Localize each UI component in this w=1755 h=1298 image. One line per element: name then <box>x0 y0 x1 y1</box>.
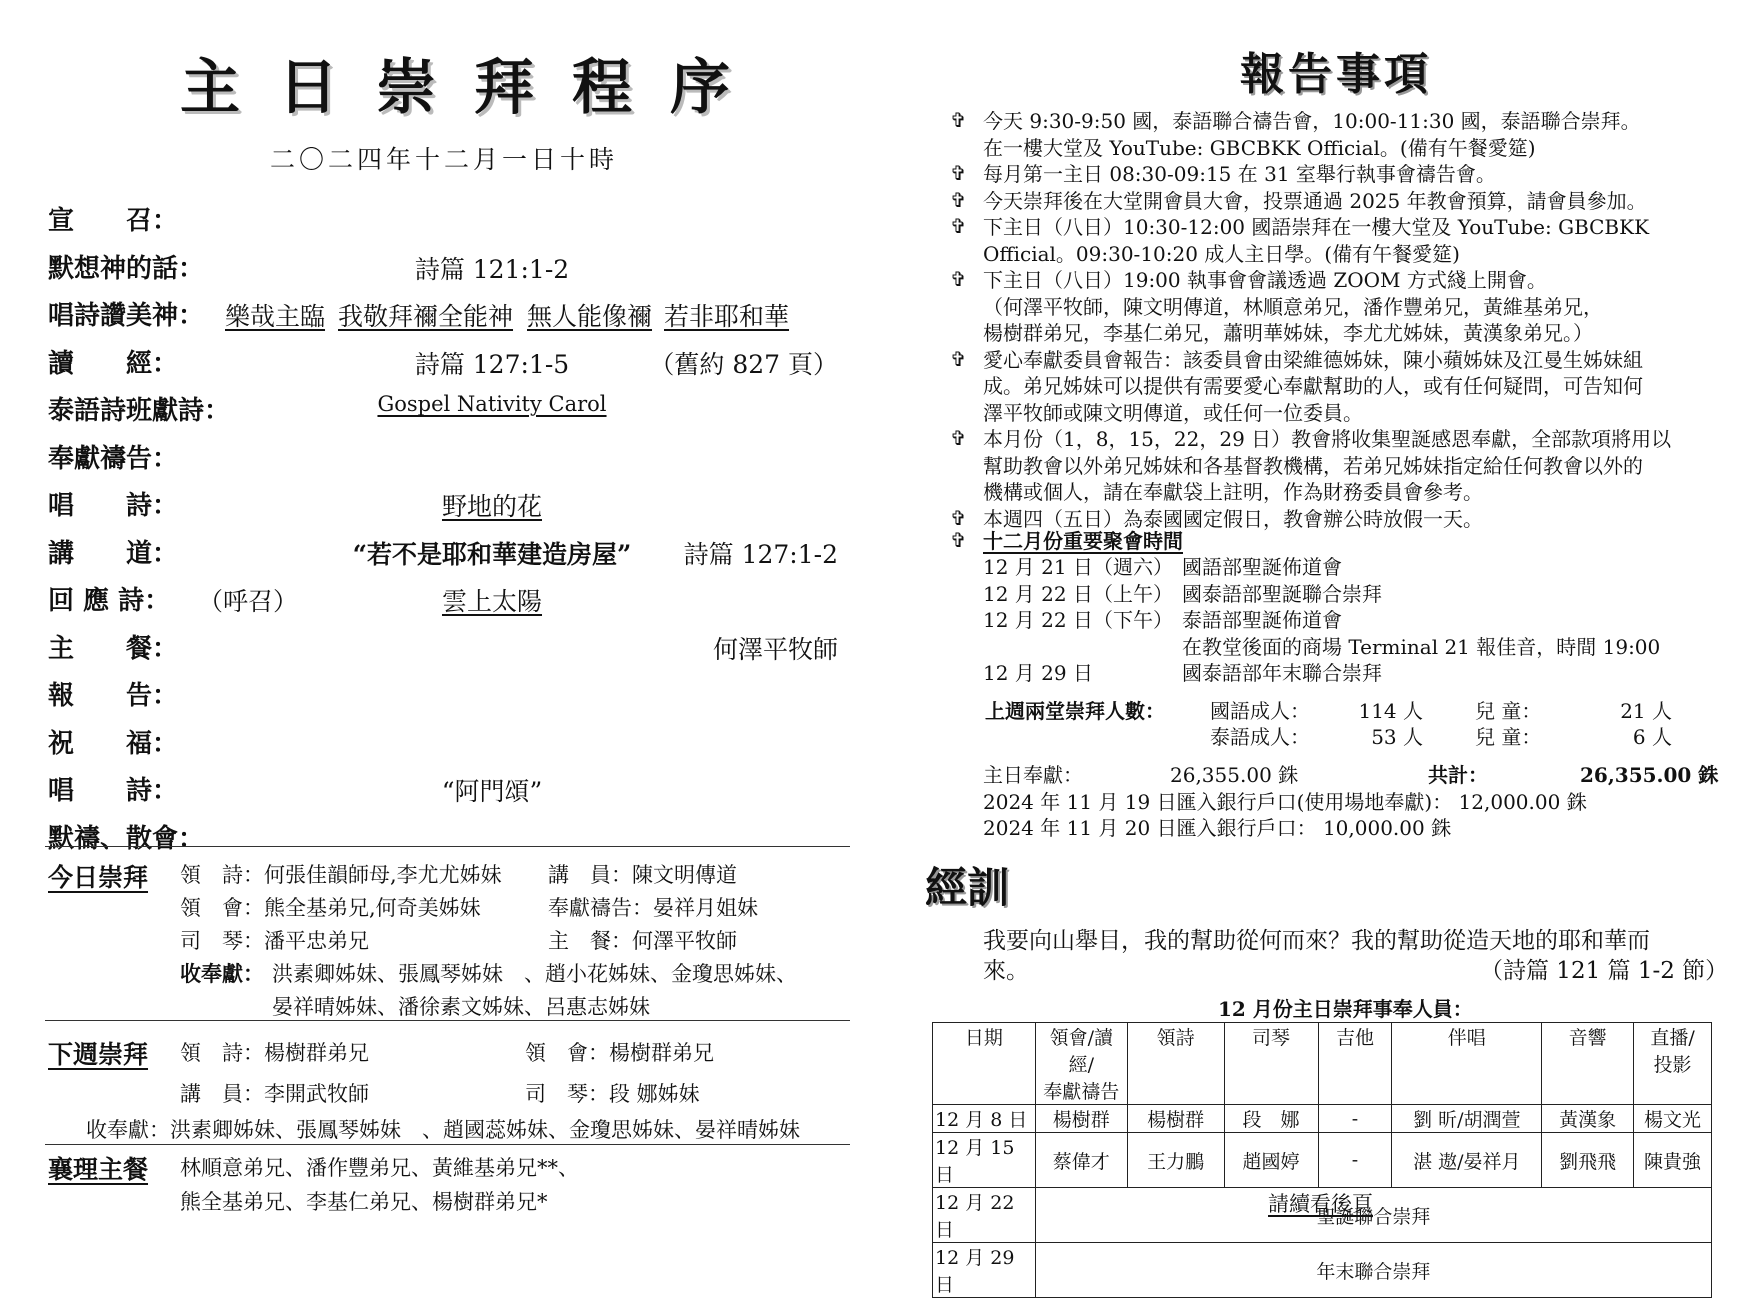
duty-header-line: 吉他 <box>1335 1027 1374 1049</box>
duty-cell: 12 月 29 日 <box>933 1243 1036 1298</box>
attendance-adult: 53 人 <box>1371 725 1423 749</box>
verse-ref: （詩篇 121 篇 1-2 節） <box>1480 958 1729 984</box>
announcement-line: （何澤平牧師，陳文明傳道，林順意弟兄，潘作豐弟兄，黃維基弟兄， <box>983 294 1603 319</box>
verse-line-1: 我要向山舉目，我的幫助從何而來？我的幫助從造天地的耶和華而 <box>983 928 1650 954</box>
announcement-line: 在一樓大堂及 YouTube: GBCBKK Official。(備有午餐愛筵) <box>983 135 1536 160</box>
offering-amount: 26,355.00 銖 <box>1170 763 1299 787</box>
event-name: 國語部聖誕佈道會 <box>1182 555 1342 579</box>
duty-merged-cell: 年末聯合崇拜 <box>1035 1243 1711 1298</box>
duty-header-line: 音響 <box>1568 1027 1607 1049</box>
order-label: 奉獻禱告： <box>48 443 179 474</box>
announcement-line: 下主日（八日）10:30-12:00 國語崇拜在一樓大堂及 YouTube: GBCBKK <box>983 215 1650 239</box>
announcement-line: 每月第一主日 08:30-09:15 在 31 室舉行執事會禱告會。 <box>983 162 1496 186</box>
duty-header <box>933 1023 1036 1105</box>
offering-total-label: 共計： <box>1428 763 1488 787</box>
today-offering-2: 晏祥晴姊妹、潘徐素文姊妹、呂惠志姊妹 <box>272 995 650 1019</box>
order-extra: （呼召） <box>198 587 299 616</box>
announcement-line: 愛心奉獻委員會報告：該委員會由梁維德姊妹，陳小蘋姊妹及江曼生姊妹組 <box>983 347 1643 372</box>
today-offering-label: 收奉獻： <box>180 961 264 986</box>
event-date: 12 月 22 日（下午） <box>983 608 1173 632</box>
duty-header-line: 投影 <box>1653 1054 1692 1076</box>
duty-cell: 12 月 8 日 <box>933 1105 1036 1133</box>
duty-header-row <box>933 1023 1712 1105</box>
cross-icon: ✞ <box>950 528 967 552</box>
announcement-line: Official。09:30-10:20 成人主日學。(備有午餐愛筵) <box>983 241 1460 266</box>
event-date: 12 月 22 日（上午） <box>983 581 1173 606</box>
next-heading: 下週崇拜 <box>48 1040 149 1069</box>
cross-icon: ✞ <box>950 214 967 238</box>
event-name: 國泰語部聖誕聯合崇拜 <box>1182 581 1382 606</box>
next-row-2b: 司 琴：段 娜姊妹 <box>525 1082 700 1106</box>
today-row-3a: 司 琴：潘平忠弟兄 <box>180 929 369 953</box>
duty-table <box>932 1022 1712 1298</box>
deposit-1: 2024 年 11 月 19 日匯入銀行戶口(使用場地奉獻)： 12,000.00 銖 <box>983 790 1587 814</box>
attendance-label: 上週兩堂崇拜人數： <box>985 699 1165 723</box>
order-label: 宣 召： <box>48 206 179 236</box>
duty-cell: 段 娜 <box>1224 1105 1318 1133</box>
deposit-2: 2024 年 11 月 20 日匯入銀行戶口： 10,000.00 銖 <box>983 816 1452 840</box>
order-label: 默想神的話： <box>48 253 205 284</box>
hymn-title: 無人能像禰 <box>527 302 653 331</box>
duty-header-line: 伴唱 <box>1447 1027 1486 1049</box>
attendance-adult-label: 泰語成人： <box>1210 725 1310 749</box>
event-date: 12 月 21 日（週六） <box>983 555 1173 579</box>
order-label: 唱詩讚美神： <box>48 301 205 331</box>
cross-icon: ✞ <box>950 426 967 450</box>
next-row-2a: 講 員：李開武牧師 <box>180 1082 369 1106</box>
duty-header <box>1127 1023 1224 1105</box>
hymn-title: 樂哉主臨 <box>225 302 326 331</box>
communion-line-2: 熊全基弟兄、李基仁弟兄、楊樹群弟兄* <box>180 1190 548 1214</box>
announcement-line: 本月份（1，8，15，22，29 日）教會將收集聖誕感恩奉獻，全部款項將用以 <box>983 427 1672 451</box>
today-offering-1: 洪素卿姊妹、張鳳琴姊妹 、趙小花姊妹、金瓊思姊妹、 <box>272 962 797 986</box>
duty-cell: 12 月 15 日 <box>933 1133 1036 1188</box>
duty-row <box>933 1243 1712 1298</box>
page-title: 主日崇拜程序 <box>180 53 768 123</box>
attendance-adult-label: 國語成人： <box>1210 699 1310 723</box>
offering-label: 主日奉獻： <box>983 763 1083 787</box>
duty-merged-cell: 聖誕聯合崇拜 <box>1035 1188 1711 1243</box>
divider <box>45 1144 850 1145</box>
order-label: 默禱、散會： <box>48 823 205 854</box>
hymn-title: 若非耶和華 <box>664 302 790 331</box>
announcement-line: 幫助教會以外弟兄姊妹和各基督教機構，若弟兄姊妹指定給任何教會以外的 <box>983 453 1643 478</box>
event-date: 12 月 29 日 <box>983 661 1093 685</box>
order-center: “阿門頌” <box>441 777 543 806</box>
communion-line-1: 林順意弟兄、潘作豐弟兄、黃維基弟兄**、 <box>180 1156 579 1180</box>
announcement-line: 本週四（五日）為泰國國定假日，教會辦公時放假一天。 <box>983 506 1483 531</box>
order-center: 詩篇 121:1-2 <box>414 254 570 284</box>
order-label: 主 餐： <box>48 633 179 664</box>
announcements-title: 報告事項 <box>1240 49 1432 100</box>
cross-icon: ✞ <box>950 346 967 371</box>
today-row-2b: 奉獻禱告：晏祥月姐妹 <box>548 896 758 920</box>
event-name: 在教堂後面的商場 Terminal 21 報佳音，時間 19:00 <box>1182 634 1661 659</box>
cross-icon: ✞ <box>950 108 967 132</box>
announcement-line: 今天 9:30-9:50 國，泰語聯合禱告會，10:00-11:30 國，泰語聯合崇拜。 <box>983 109 1641 133</box>
announcement-line: 機構或個人，請在奉獻袋上註明，作為財務委員會參考。 <box>983 480 1483 504</box>
attendance-child: 21 人 <box>1620 699 1672 723</box>
announcement-line: 成。弟兄姊妹可以提供有需要愛心奉獻幫助的人，或有任何疑問，可告知何 <box>983 374 1643 398</box>
today-row-2a: 領 會：熊全基弟兄,何奇美姊妹 <box>180 896 481 920</box>
duty-header-line: 日期 <box>964 1027 1003 1049</box>
duty-cell: 楊文光 <box>1634 1105 1712 1133</box>
duty-cell: 劉 昕/胡潤萱 <box>1392 1105 1542 1133</box>
order-label: 報 告： <box>48 681 179 711</box>
event-name: 國泰語部年末聯合崇拜 <box>1182 661 1382 685</box>
duty-cell: 湛 遨/晏祥月 <box>1392 1133 1542 1188</box>
order-center: Gospel Nativity Carol <box>377 392 607 416</box>
duty-cell: 楊樹群 <box>1127 1105 1224 1133</box>
order-center: 詩篇 127:1-5 <box>414 349 570 379</box>
duty-cell: 楊樹群 <box>1035 1105 1127 1133</box>
duty-header-line: 奉獻禱告 <box>1043 1081 1120 1103</box>
cross-icon: ✞ <box>950 187 967 212</box>
cross-icon: ✞ <box>950 161 967 185</box>
next-row-1a: 領 詩：楊樹群弟兄 <box>180 1041 369 1065</box>
order-label: 祝 福： <box>48 728 179 759</box>
service-date: 二〇二四年十二月一日十時 <box>270 145 619 174</box>
duty-header-line: 領詩 <box>1156 1027 1195 1049</box>
offering-total: 26,355.00 銖 <box>1580 763 1719 787</box>
order-right: 何澤平牧師 <box>712 634 838 664</box>
duty-row <box>933 1105 1712 1133</box>
announcement-line: 澤平牧師或陳文明傳道，或任何一位委員。 <box>983 400 1363 425</box>
today-heading: 今日崇拜 <box>48 863 149 892</box>
duty-header <box>1392 1023 1542 1105</box>
attendance-child: 6 人 <box>1632 725 1672 749</box>
motto-title: 經訓 <box>925 863 1010 912</box>
order-center: “若不是耶和華建造房屋” <box>352 539 632 569</box>
continue-note: 請續看後頁 <box>1268 1192 1373 1216</box>
verse-line-2: 來。 <box>983 958 1029 984</box>
duty-header <box>1318 1023 1392 1105</box>
announcement-line: 今天崇拜後在大堂開會員大會，投票通過 2025 年教會預算，請會員參加。 <box>983 188 1647 213</box>
duty-cell: 12 月 22 日 <box>933 1188 1036 1243</box>
december-heading: 十二月份重要聚會時間 <box>983 529 1183 553</box>
order-right: （舊約 827 頁） <box>649 349 838 379</box>
communion-heading: 襄理主餐 <box>48 1155 149 1184</box>
duty-header <box>1035 1023 1127 1105</box>
next-row-1b: 領 會：楊樹群弟兄 <box>525 1041 714 1065</box>
duty-cell: 蔡偉才 <box>1035 1133 1127 1188</box>
order-label: 讀 經： <box>48 348 179 379</box>
event-name: 泰語部聖誕佈道會 <box>1182 608 1342 632</box>
order-right: 詩篇 127:1-2 <box>683 539 838 569</box>
announcement-line: 楊樹群弟兄，李基仁弟兄，蕭明華姊妹，李尤尤姊妹，黃漢象弟兄。） <box>983 321 1593 345</box>
attendance-child-label: 兒 童： <box>1475 725 1542 749</box>
cross-icon: ✞ <box>950 267 967 291</box>
cross-icon: ✞ <box>950 505 967 530</box>
today-row-3b: 主 餐：何澤平牧師 <box>548 929 737 953</box>
order-label: 泰語詩班獻詩： <box>48 396 231 426</box>
duty-header <box>1224 1023 1318 1105</box>
duty-row <box>933 1133 1712 1188</box>
order-label: 唱 詩： <box>48 776 179 806</box>
order-label: 唱 詩： <box>48 491 179 521</box>
divider <box>45 846 850 847</box>
order-center: 雲上太陽 <box>441 587 543 616</box>
attendance-child-label: 兒 童： <box>1475 699 1542 723</box>
duty-header-line: 司琴 <box>1252 1027 1291 1049</box>
duty-header <box>1634 1023 1712 1105</box>
today-row-1a: 領 詩：何張佳韻師母,李尤尤姊妹 <box>180 863 502 887</box>
next-offering: 收奉獻：洪素卿姊妹、張鳳琴姊妹 、趙國蕊姊妹、金瓊思姊妹、晏祥晴姊妹 <box>86 1118 800 1142</box>
duty-cell: 趙國婷 <box>1224 1133 1318 1188</box>
duty-header-line: 領會/讀經/ <box>1049 1027 1113 1076</box>
duty-cell: - <box>1318 1133 1392 1188</box>
duty-cell: 陳貴強 <box>1634 1133 1712 1188</box>
divider <box>45 1020 850 1021</box>
duty-header-line: 直播/ <box>1650 1027 1695 1049</box>
today-row-1b: 講 員：陳文明傳道 <box>548 863 737 887</box>
hymn-title: 我敬拜禰全能神 <box>338 302 514 331</box>
duty-cell: 劉飛飛 <box>1542 1133 1634 1188</box>
duty-cell: - <box>1318 1105 1392 1133</box>
order-label: 回 應 詩： <box>48 586 171 616</box>
attendance-adult: 114 人 <box>1358 699 1423 723</box>
duty-header <box>1542 1023 1634 1105</box>
order-label: 講 道： <box>48 538 179 569</box>
order-center: 野地的花 <box>441 492 543 521</box>
duty-title: 12 月份主日崇拜事奉人員： <box>1218 997 1473 1021</box>
duty-cell: 黃漢象 <box>1542 1105 1634 1133</box>
duty-cell: 王力鵬 <box>1127 1133 1224 1188</box>
announcement-line: 下主日（八日）19:00 執事會會議透過 ZOOM 方式綫上開會。 <box>983 268 1547 292</box>
